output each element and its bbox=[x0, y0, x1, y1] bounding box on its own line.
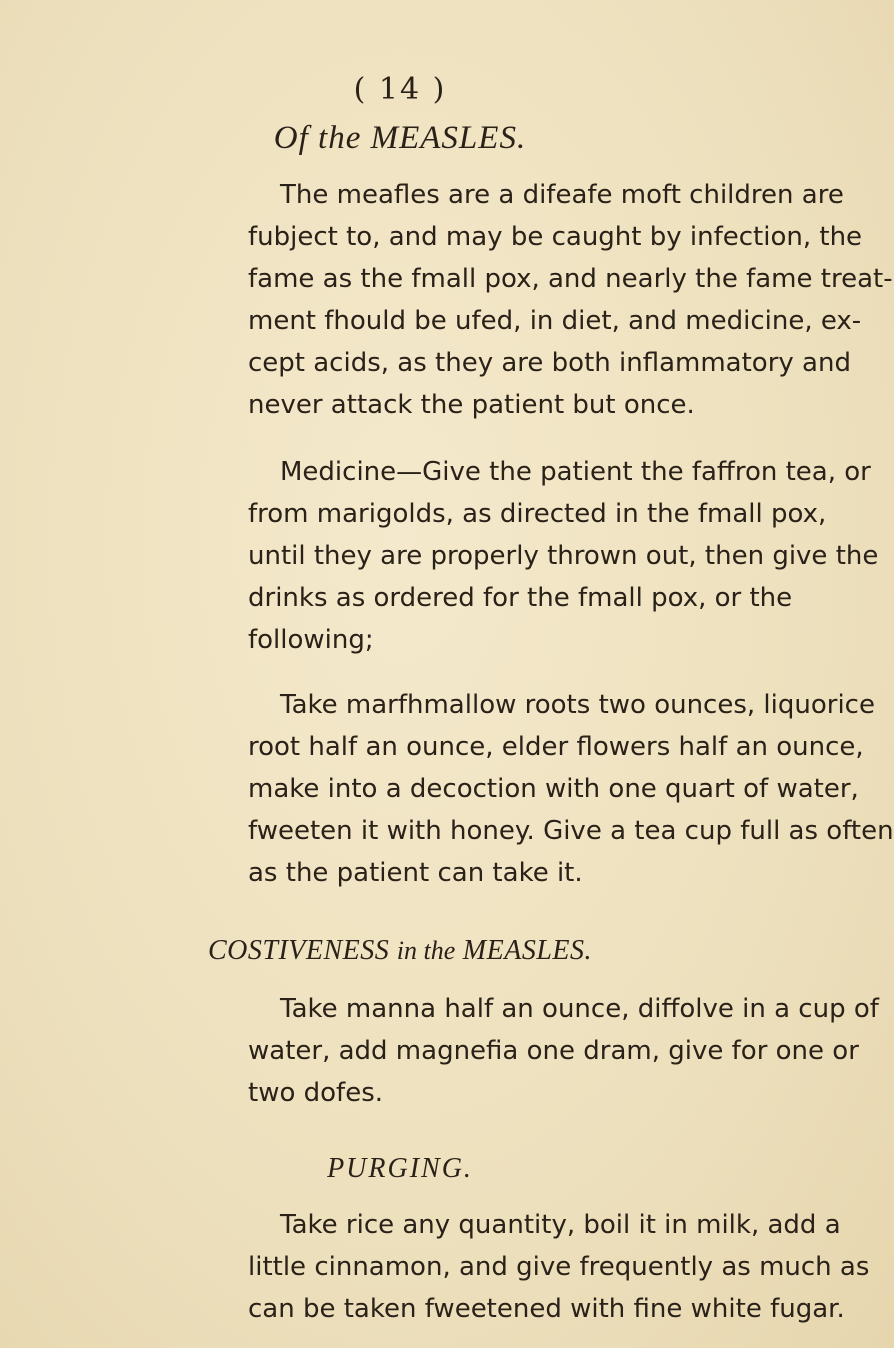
text-line: can be taken fweetened with fine white fugar. bbox=[248, 1294, 845, 1324]
text-line: fweeten it with honey. Give a tea cup full as often bbox=[248, 816, 894, 846]
text-line: root half an ounce, elder flowers half an ounce, bbox=[248, 732, 864, 762]
text-line: until they are properly thrown out, then give the bbox=[248, 541, 879, 571]
text-line: fubject to, and may be caught by infection, the bbox=[248, 222, 863, 252]
section-heading-purging: PURGING. bbox=[327, 1153, 473, 1184]
chapter-title-main: MEASLES. bbox=[370, 120, 527, 156]
heading-part: COSTIVENESS bbox=[208, 935, 390, 966]
chapter-title-prefix: Of the bbox=[273, 120, 362, 156]
text-line: make into a decoction with one quart of water, bbox=[248, 774, 859, 804]
text-line: drinks as ordered for the fmall pox, or the bbox=[248, 583, 793, 613]
text-line: Take marfhmallow roots two ounces, liquorice bbox=[280, 690, 875, 720]
text-line: following; bbox=[248, 625, 374, 655]
text-line: as the patient can take it. bbox=[248, 858, 583, 888]
text-line: Take manna half an ounce, diffolve in a cup of bbox=[280, 994, 879, 1024]
page-number: ( 14 ) bbox=[353, 72, 447, 107]
text-line: Medicine—Give the patient the faffron tea, or bbox=[280, 457, 871, 487]
text-line: fame as the fmall pox, and nearly the fame treat- bbox=[248, 264, 893, 294]
text-line: never attack the patient but once. bbox=[248, 390, 695, 420]
text-line: little cinnamon, and give frequently as much as bbox=[248, 1252, 870, 1282]
heading-part: MEASLES. bbox=[462, 935, 592, 966]
text-line: cept acids, as they are both inflammatory and bbox=[248, 348, 851, 378]
text-line: from marigolds, as directed in the fmall pox, bbox=[248, 499, 827, 529]
text-line: two dofes. bbox=[248, 1078, 384, 1108]
text-line: water, add magnefia one dram, give for one or bbox=[248, 1036, 859, 1066]
text-line: ment fhould be ufed, in diet, and medicine, ex- bbox=[248, 306, 862, 336]
section-heading-costiveness bbox=[0, 935, 800, 967]
heading-part: in the bbox=[396, 936, 456, 965]
text-line: The meafles are a difeafe moft children are bbox=[280, 180, 844, 210]
chapter-title bbox=[0, 120, 800, 157]
text-line: Take rice any quantity, boil it in milk, add a bbox=[280, 1210, 841, 1240]
